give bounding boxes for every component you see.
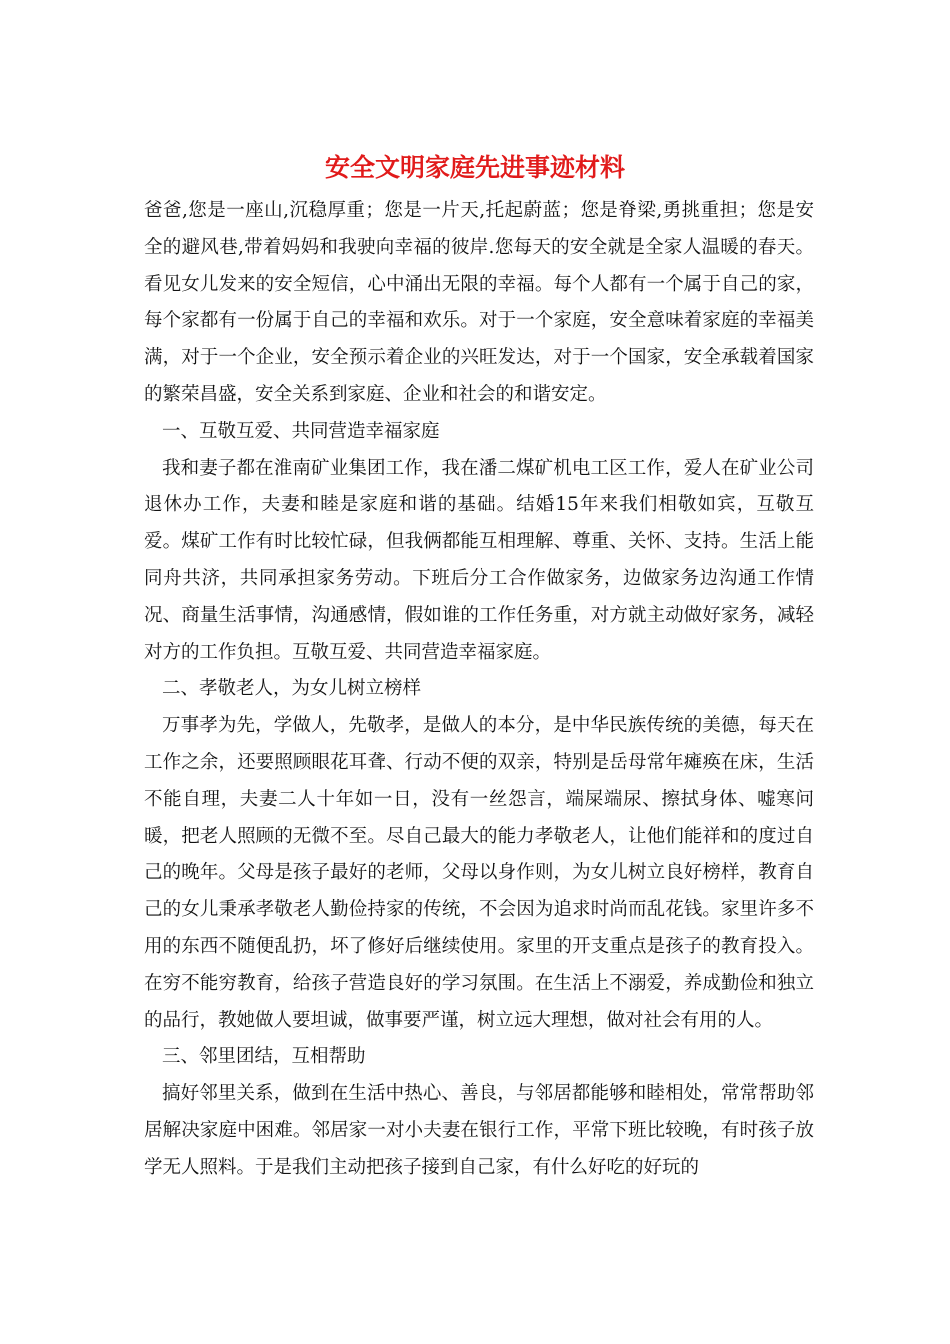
document-body (144, 193, 814, 1187)
section-heading-3: 三、邻里团结，互相帮助 (162, 1046, 366, 1068)
section-paragraph-3: 搞好邻里关系，做到在生活中热心、善良，与邻居都能够和睦相处，常常帮助邻居解决家庭中困难。邻居家一对小夫妻在银行工作，平常下班比较晚，有时孩子放学无人照料。于是我们主动把孩子接到自己家，有什么好吃的好玩的 (144, 1083, 814, 1178)
section-paragraph-2: 万事孝为先，学做人，先敬孝，是做人的本分，是中华民族传统的美德，每天在工作之余，还要照顾眼花耳聋、行动不便的双亲，特别是岳母常年瘫痪在床，生活不能自理，夫妻二人十年如一日，没有一丝怨言，端屎端尿、擦拭身体、嘘寒问暖，把老人照顾的无微不至。尽自己最大的能力孝敬老人，让他们能祥和的度过自己的晚年。父母是孩子最好的老师，父母以身作则，为女儿树立良好榜样，教育自己的女儿秉承孝敬老人勤俭持家的传统，不会因为追求时尚而乱花钱。家里许多不用的东西不随便乱扔，坏了修好后继续使用。家里的开支重点是孩子的教育投入。在穷不能穷教育，给孩子营造良好的学习氛围。在生活上不溺爱，养成勤俭和独立的品行，教她做人要坦诚，做事要严谨，树立远大理想，做对社会有用的人。 (144, 715, 814, 1031)
section-heading-2: 二、孝敬老人，为女儿树立榜样 (162, 678, 422, 700)
intro-paragraph: 爸爸,您是一座山,沉稳厚重；您是一片天,托起蔚蓝；您是脊梁,勇挑重担；您是安全的避风巷,带着妈妈和我驶向幸福的彼岸.您每天的安全就是全家人温暖的春天。看见女儿发来的安全短信，心中涌出无限的幸福。每个人都有一个属于自己的家，每个家都有一份属于自己的幸福和欢乐。对于一个家庭，安全意味着家庭的幸福美满，对于一个企业，安全预示着企业的兴旺发达，对于一个国家，安全承载着国家的繁荣昌盛，安全关系到家庭、企业和社会的和谐安定。 (144, 200, 814, 405)
section-heading-1: 一、互敬互爱、共同营造幸福家庭 (162, 420, 440, 442)
section-paragraph-1: 我和妻子都在淮南矿业集团工作，我在潘二煤矿机电工区工作，爱人在矿业公司退休办工作，夫妻和睦是家庭和谐的基础。结婚15年来我们相敬如宾，互敬互爱。煤矿工作有时比较忙碌，但我俩都能互相理解、尊重、关怀、支持。生活上能同舟共济，共同承担家务劳动。下班后分工合作做家务，边做家务边沟通工作情况、商量生活事情，沟通感情，假如谁的工作任务重，对方就主动做好家务，减轻对方的工作负担。互敬互爱、共同营造幸福家庭。 (144, 457, 814, 663)
document-title: 安全文明家庭先进事迹材料 (324, 153, 625, 182)
